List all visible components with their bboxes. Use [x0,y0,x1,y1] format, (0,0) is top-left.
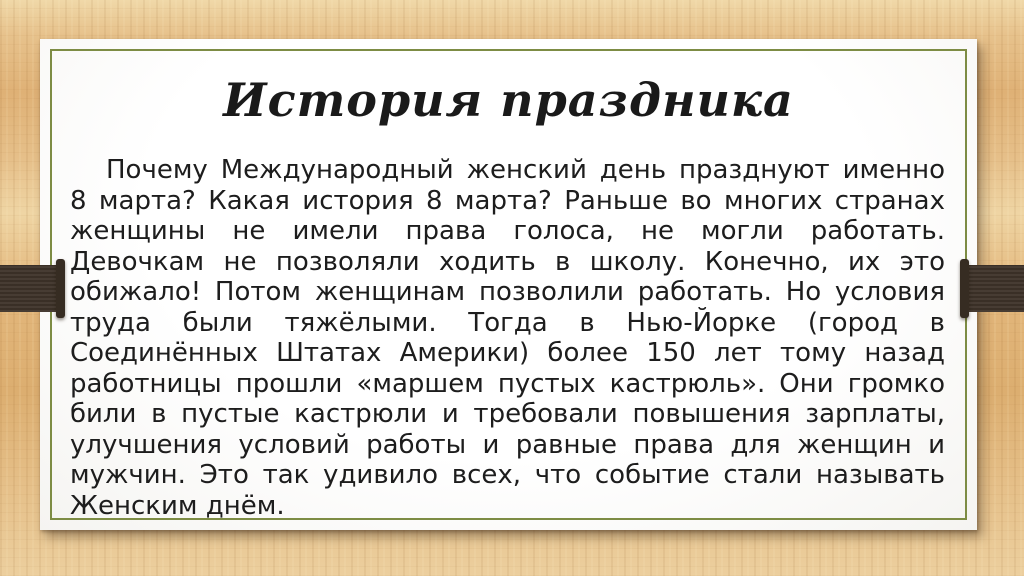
ribbon-left-cap [56,259,65,318]
ribbon-right [967,265,1024,312]
ribbon-right-cap [960,259,969,318]
slide-title: История праздника [223,73,794,127]
ribbon-left [0,265,58,312]
slide-body-text: Почему Международный женский день празднуют именно 8 марта? Какая история 8 марта? Раньше во многих странах женщины не имели права голоса, не могли работать. Девочкам не позволяли ходить в школу. Конечно, их это обижало! Потом женщинам позволили работать. Но условия труда были тяжёлыми. Тогда в Нью-Йорке (город в Соединённых Штатах Америки) более 150 лет тому назад работницы прошли «маршем пустых кастрюль». Они громко били в пустые кастрюли и требовали повышения зарплаты, улучшения условий работы и равные права для женщин и мужчин. Это так удивило всех, что событие стали называть Женским днём. [70,155,945,521]
slide-card [40,39,977,530]
